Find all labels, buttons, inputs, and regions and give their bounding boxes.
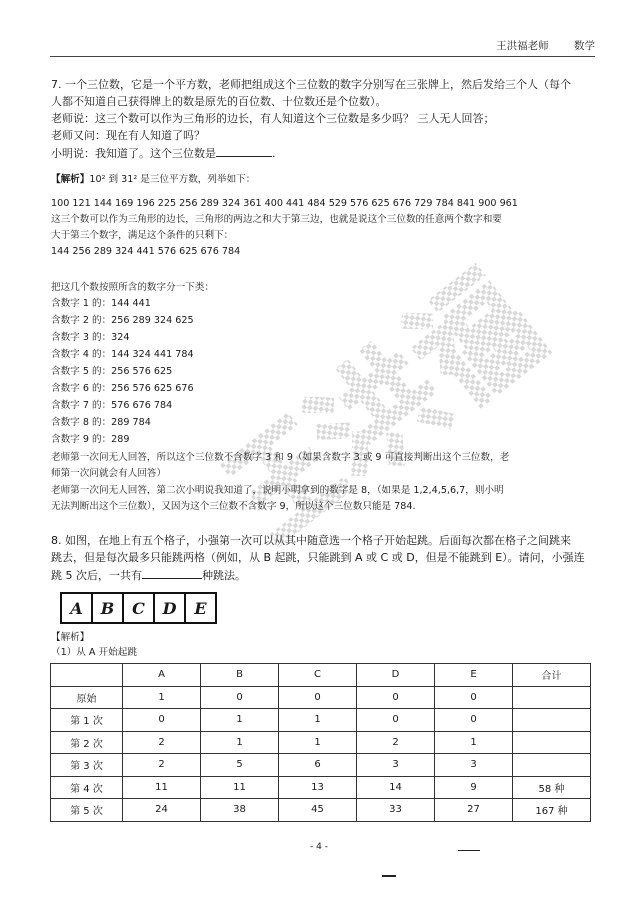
table-cell: 6 xyxy=(279,754,357,777)
table-cell: 1 xyxy=(279,731,357,754)
sol7-head-text: 10² 到 31² 是三位平方数，列举如下： xyxy=(89,174,256,185)
table-row xyxy=(51,799,591,822)
table-cell: 58 种 xyxy=(513,776,591,799)
table-cell: 2 xyxy=(357,731,435,754)
header-subject: 数学 xyxy=(574,40,595,52)
table-cell: 167 种 xyxy=(513,799,591,822)
table-cell: 第 3 次 xyxy=(51,754,123,777)
table-cell: 1 xyxy=(435,731,513,754)
table-cell: 27 xyxy=(435,799,513,822)
q7-line-3: 老师说：这三个数可以作为三角形的边长，有人知道这个三位数是多少吗？ 三人无人回答； xyxy=(51,112,495,125)
group-line: 含数字 2 的：256 289 324 625 xyxy=(51,315,194,326)
table-cell xyxy=(513,731,591,754)
table-cell: 11 xyxy=(123,776,201,799)
conclusion-line: 老师第一次问无人回答，所以这个三位数不含数字 3 和 9（如果含数字 3 或 9 可直接判断出这个三位数，老 xyxy=(51,452,510,463)
table-cell: 11 xyxy=(201,776,279,799)
conclusion-line: 师第一次问就会有人回答） xyxy=(51,468,167,479)
table-cell: 第 4 次 xyxy=(51,776,123,799)
table-header-row xyxy=(51,664,591,687)
table-cell: 第 5 次 xyxy=(51,799,123,822)
cell-b: B xyxy=(93,594,124,622)
table-header-cell: B xyxy=(201,664,279,687)
squares-list: 100 121 144 169 196 225 256 289 324 361 400 441 484 529 576 625 676 729 784 841 900 961 xyxy=(51,198,518,209)
table-cell: 原始 xyxy=(51,686,123,709)
cell-c: C xyxy=(124,594,155,622)
group-line: 含数字 6 的：256 576 625 676 xyxy=(51,383,194,394)
q7-line-2: 人都不知道自己获得牌上的数是原先的百位数、十位数还是个位数）。 xyxy=(51,95,387,108)
table-cell: 0 xyxy=(279,686,357,709)
conclusion-line: 无法判断出这个三位数），又因为这个三位数不含数字 9，所以这个三位数只能是 784. xyxy=(51,501,416,512)
table-row xyxy=(51,731,591,754)
table-cell xyxy=(513,709,591,732)
sol7-para-1: 这三个数可以作为三角形的边长，三角形的两边之和大于第三边，也就是说这个三位数的任意两个数字和要 xyxy=(51,214,502,225)
footer-rule xyxy=(458,850,480,851)
q8-line-1: 8. 如图，在地上有五个格子，小强第一次可以从其中随意选一个格子开始起跳。后面每次都在格子之间跳来 xyxy=(51,534,571,547)
table-row xyxy=(51,686,591,709)
q8-line-2: 跳去，但是每次最多只能跳两格（例如，从 B 起跳，只能跳到 A 或 C 或 D，但是不能跳到 E）。请问，小强连 xyxy=(51,551,585,564)
answer-blank xyxy=(216,146,272,157)
table-cell: 24 xyxy=(123,799,201,822)
table-cell: 0 xyxy=(123,709,201,732)
table-header-cell: C xyxy=(279,664,357,687)
sol8-tag: 【解析】 xyxy=(51,632,90,643)
sol7-para-2: 大于第三个数字，满足这个条件的只剩下： xyxy=(51,230,234,241)
group-line: 含数字 4 的：144 324 441 784 xyxy=(51,349,194,360)
table-cell xyxy=(513,686,591,709)
table-cell: 0 xyxy=(357,686,435,709)
table-cell: 1 xyxy=(279,709,357,732)
table-header-cell: E xyxy=(435,664,513,687)
group-line: 含数字 8 的：289 784 xyxy=(51,417,151,428)
table-row xyxy=(51,709,591,732)
table-cell: 1 xyxy=(123,686,201,709)
table-cell: 第 2 次 xyxy=(51,731,123,754)
table-cell: 0 xyxy=(435,686,513,709)
table-cell: 33 xyxy=(357,799,435,822)
sol7-tag: 【解析】 xyxy=(51,174,90,185)
q8-line-3-suffix: 种跳法。 xyxy=(202,569,246,582)
table-cell: 38 xyxy=(201,799,279,822)
group-line: 含数字 1 的：144 441 xyxy=(51,298,151,309)
table-cell: 3 xyxy=(435,754,513,777)
group-intro: 把这几个数按照所含的数字分一下类： xyxy=(51,282,215,293)
header-author: 王洪福老师 xyxy=(496,40,549,52)
table-cell: 13 xyxy=(279,776,357,799)
cell-a: A xyxy=(62,594,93,622)
footer-mark xyxy=(382,875,396,877)
table-cell: 2 xyxy=(123,754,201,777)
table-cell: 14 xyxy=(357,776,435,799)
table-row xyxy=(51,754,591,777)
group-line: 含数字 7 的：576 676 784 xyxy=(51,400,173,411)
table-header-cell: 合计 xyxy=(513,664,591,687)
table-header-cell: A xyxy=(123,664,201,687)
table-cell: 5 xyxy=(201,754,279,777)
table-header-cell xyxy=(51,664,123,687)
table-header-cell: D xyxy=(357,664,435,687)
q7-line-5-prefix: 小明说：我知道了。这个三位数是 xyxy=(51,147,216,160)
q8-line-3-prefix: 跳 5 次后，一共有 xyxy=(51,569,142,582)
table-cell: 2 xyxy=(123,731,201,754)
table-row xyxy=(51,776,591,799)
q8-line-3 xyxy=(51,568,246,583)
q7-line-5 xyxy=(51,146,276,161)
answer-blank xyxy=(142,568,202,579)
q7-line-1: 7. 一个三位数，它是一个平方数，老师把组成这个三位数的数字分别写在三张牌上，然后发给三个人（每个 xyxy=(51,78,571,91)
table-cell xyxy=(513,754,591,777)
group-line: 含数字 3 的：324 xyxy=(51,332,130,343)
sol7-head xyxy=(51,173,255,187)
table-cell: 3 xyxy=(357,754,435,777)
cell-e: E xyxy=(194,598,207,618)
table-cell: 0 xyxy=(201,686,279,709)
group-line: 含数字 5 的：256 576 625 xyxy=(51,366,173,377)
page-number: - 4 - xyxy=(310,842,328,852)
filtered-list: 144 256 289 324 441 576 625 676 784 xyxy=(51,246,241,257)
watermark xyxy=(215,235,595,655)
table-cell: 9 xyxy=(435,776,513,799)
q7-line-4: 老师又问：现在有人知道了吗？ xyxy=(51,129,205,142)
table-cell: 0 xyxy=(435,709,513,732)
page-header xyxy=(50,38,595,57)
jump-count-table xyxy=(50,663,591,822)
jump-cells xyxy=(60,592,217,624)
sol8-sub: （1）从 A 开始起跳 xyxy=(51,647,137,658)
table-cell: 0 xyxy=(357,709,435,732)
q7-line-5-suffix: . xyxy=(272,147,276,160)
cell-d: D xyxy=(155,594,186,622)
table-cell: 45 xyxy=(279,799,357,822)
conclusion-line: 老师第一次问无人回答，第二次小明说我知道了，说明小明拿到的数字是 8，（如果是 1,2,4,5,6,7，则小明 xyxy=(51,485,504,496)
table-cell: 1 xyxy=(201,709,279,732)
table-cell: 第 1 次 xyxy=(51,709,123,732)
group-line: 含数字 9 的：289 xyxy=(51,434,130,445)
table-cell: 1 xyxy=(201,731,279,754)
